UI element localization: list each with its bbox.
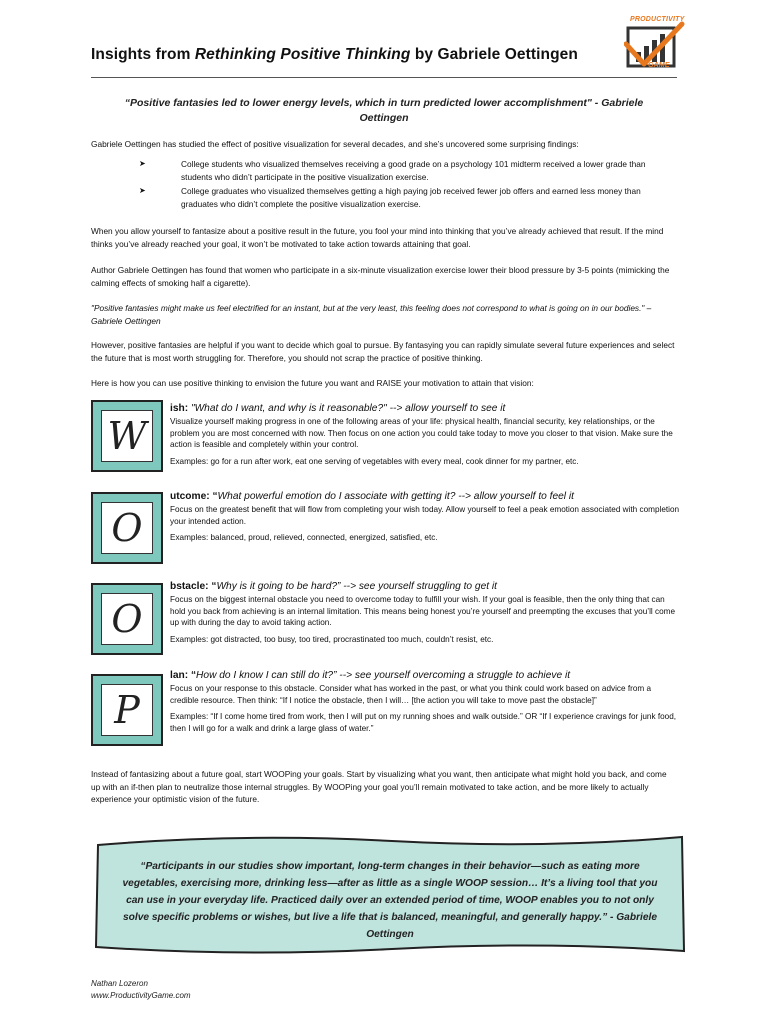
logo-top-text: PRODUCTIVITY [630, 16, 685, 23]
woop-box-p [91, 674, 163, 746]
heading-prompt: What powerful emotion do I associate with getting it? --> allow yourself to feel it [217, 491, 574, 502]
section-heading [170, 580, 680, 593]
top-quote: “Positive fantasies led to lower energy levels, which in turn predicted lower accomplishment" - Gabriele Oettingen [124, 97, 644, 124]
woop-section-obstacle [170, 580, 680, 645]
section-body: Focus on the greatest benefit that will flow from completing your wish today. Allow yourself to feel a peak emotion associated with completion your intended action. [170, 505, 680, 526]
section-heading [170, 669, 680, 682]
woop-letter-p: P [114, 688, 140, 732]
title-suffix: by Gabriele Oettingen [410, 46, 578, 63]
footer-author: Nathan Lozeron [91, 979, 148, 988]
however-paragraph: However, positive fantasies are helpful if you want to decide which goal to pursue. By fantasying you can rapidly simulate several future experiences and select the future that is most worth struggling for. Therefore, you should not scrap the practice of positive thinking. [91, 340, 675, 363]
section-examples: Examples: got distracted, too busy, too tired, procrastinated too much, couldn’t resist, etc. [170, 634, 494, 644]
heading-prompt: "What do I want, and why is it reasonable?" --> allow yourself to see it [190, 403, 506, 414]
woop-letter-w: W [107, 414, 147, 458]
title-prefix: Insights from [91, 46, 195, 63]
woop-box-w [91, 400, 163, 472]
woop-box-o1 [91, 492, 163, 564]
quote-paragraph: "Positive fantasies might make us feel electrified for an instant, but at the very least, this feeling does not correspond to what is going on in our bodies." – Gabriele Oettingen [91, 303, 652, 326]
logo-bottom-text: GAME [648, 62, 670, 69]
section-examples: Examples: go for a run after work, eat one serving of vegetables with every meal, cook dinner for my partner, etc. [170, 456, 579, 466]
heading-label: utcome: “ [170, 491, 218, 502]
findings-list [91, 158, 677, 212]
heading-prompt: How do I know I can still do it?” --> see yourself overcoming a struggle to achieve it [196, 670, 571, 681]
woop-letter-o: O [111, 506, 143, 550]
section-body: Visualize yourself making progress in one of the following areas of your life: physical health, financial security, key relationships, or the problem you are most concerned with now. Then focus on one action you could take today to move you closer to that vision. Make sure the action is feasible and completely within your control. [170, 417, 673, 449]
woop-section-outcome [170, 490, 680, 544]
intro-paragraph: Gabriele Oettingen has studied the effect of positive visualization for several decades, and she’s uncovered some surprising findings: [91, 139, 579, 149]
here-paragraph: Here is how you can use positive thinking to envision the future you want and RAISE your motivation to attain that vision: [91, 378, 534, 388]
list-item [91, 185, 677, 210]
section-body: Focus on your response to this obstacle. Consider what has worked in the past, or what you think could work based on advice from a credible resource. Then think: “If I notice the obstacle, then I will… [the action you will take to move past the obstacle]” [170, 684, 652, 705]
woop-box-inner [101, 410, 153, 462]
section-examples: Examples: balanced, proud, relieved, connected, energized, satisfied, etc. [170, 533, 438, 542]
blood-pressure-paragraph: Author Gabriele Oettingen has found that women who participate in a six-minute visualization exercise lower their blood pressure by 3-5 points (mimicking the calming effects of smoking half a cigarette). [91, 265, 670, 288]
section-examples: Examples: “If I come home tired from work, then I will put on my running shoes and walk outside.” OR “If I experience cravings for junk food, then I will go for a walk and drink a large glass of water.” [170, 712, 677, 733]
conclusion-paragraph: Instead of fantasizing about a future goal, start WOOPing your goals. Start by visualizing what you want, then anticipate what might hold you back, and come up with an if-then plan to neutralize those internal struggles. By WOOPing your goal you’ll remain motivated to take action, and be more likely to actually experience your optimistic vision of the future. [91, 769, 667, 804]
arrow-bullet-icon: ➤ [139, 159, 146, 168]
section-body: Focus on the biggest internal obstacle you need to overcome today to fulfill your wish. If your goal is feasible, then the only thing that can hold you back from achieving is an internal limitation. This means being honest you’re yourself and preempting the excuses that you’ll come up with during the day to avoid taking action. [170, 595, 676, 627]
woop-letter-o: O [111, 597, 143, 641]
woop-section-wish [170, 402, 680, 467]
section-heading [170, 402, 680, 415]
bullet-text: College graduates who visualized themselves getting a high paying job received fewer job offers and earned less money than graduates who didn’t complete the positive visualization exercise. [181, 186, 641, 209]
banner-quote: “Participants in our studies show important, long-term changes in their behavior—such as eating more vegetables, exercising more, drinking less—after as little as a single WOOP session… It’s a living tool that you can use in your everyday life. Practiced daily over an extended period of time, WOOP enables you to not only solve specific problems or wishes, but live a life that is balanced, meaningful, and generally happy.” - Gabriele Oettingen [122, 861, 658, 940]
footer [91, 978, 191, 1002]
page-title [91, 46, 578, 64]
bullet-text: College students who visualized themselves receiving a good grade on a psychology 101 midterm received a lower grade than students who didn’t participate in the positive visualization exercise. [181, 159, 646, 182]
woop-box-inner [101, 502, 153, 554]
fantasize-paragraph: When you allow yourself to fantasize about a positive result in the future, you fool your mind into thinking that you’ve already achieved that result. If the mind thinks you’ve already reached your goal, it won’t be motivated to take action towards attaining that goal. [91, 226, 664, 249]
title-book: Rethinking Positive Thinking [194, 46, 411, 63]
woop-box-inner [101, 684, 153, 736]
woop-box-o2 [91, 583, 163, 655]
heading-prompt: Why is it going to be hard?” --> see yourself struggling to get it [216, 581, 498, 592]
footer-site: www.ProductivityGame.com [91, 991, 191, 1000]
list-item [91, 158, 677, 183]
productivity-game-logo [624, 14, 686, 72]
arrow-bullet-icon: ➤ [139, 186, 146, 195]
heading-label: ish: [170, 403, 191, 414]
title-divider [91, 77, 677, 78]
heading-label: lan: “ [170, 670, 197, 681]
heading-label: bstacle: “ [170, 581, 217, 592]
woop-box-inner [101, 593, 153, 645]
woop-section-plan [170, 669, 680, 734]
section-heading [170, 490, 680, 503]
